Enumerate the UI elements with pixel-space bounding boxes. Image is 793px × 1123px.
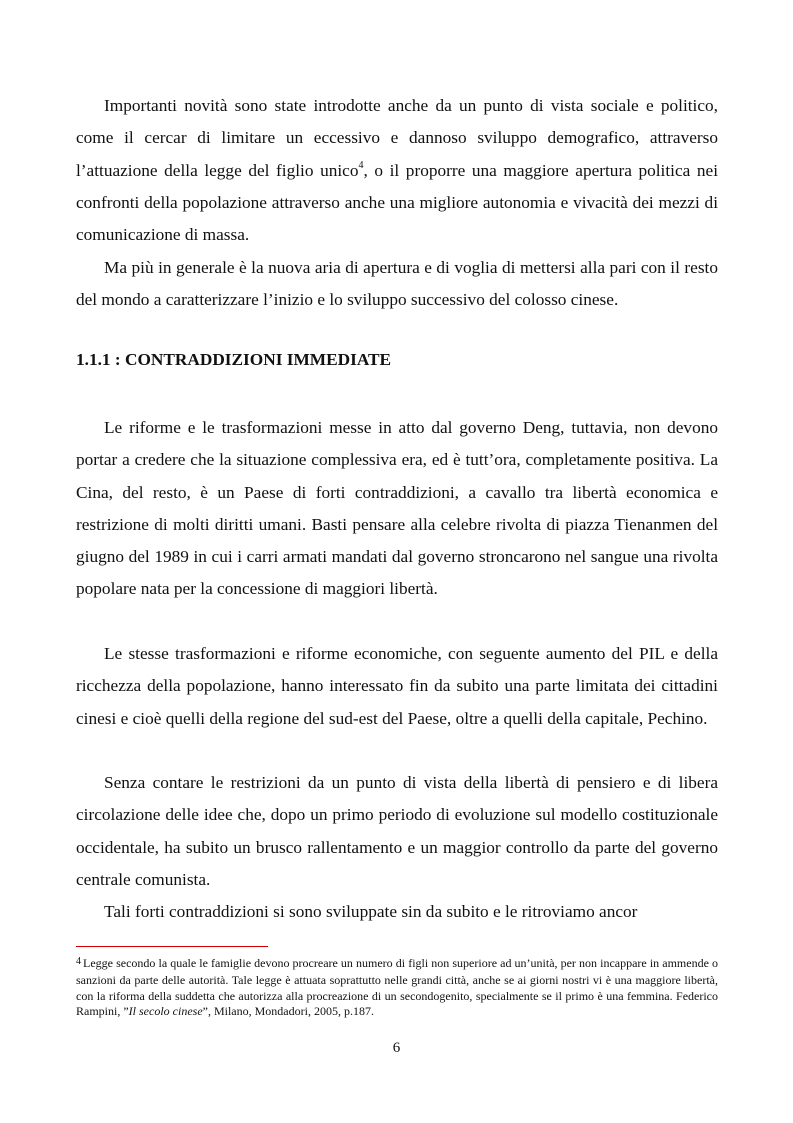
- paragraph-economic-reforms: Le stesse trasformazioni e riforme economiche, con seguente aumento del PIL e della ricchezza della popolazione, hanno interessato fin da subito una parte limitata dei cittadini cinesi e cioè quelli della regione del sud-est del Paese, oltre a quelli della capitale, Pechino.: [76, 644, 718, 728]
- paragraph-text-continued: , o il proporre una maggiore apertura politica nei confronti della popolazione attraverso anche una migliore autonomia e vivacità dei mezzi di comunicazione di massa.: [76, 160, 718, 245]
- section-heading: 1.1.1 : CONTRADDIZIONI IMMEDIATE: [76, 350, 392, 369]
- footnote-citation: ”, Milano, Mondadori, 2005, p.187.: [202, 1004, 374, 1019]
- page-number: 6: [392, 1040, 401, 1056]
- footnote-separator: [76, 946, 268, 947]
- footnote-book-title: Il secolo cinese: [128, 1004, 203, 1019]
- footnote-reference[interactable]: 4: [358, 159, 364, 171]
- paragraph-text: Importanti novità sono state introdotte anche da un punto di vista sociale e politico, come il cercar di limitare un eccessivo e dannoso sviluppo demografico, attraverso l’attuazione della legge del figlio unico: [76, 96, 718, 180]
- paragraph-continuation: Tali forti contraddizioni si sono sviluppate sin da subito e le ritroviamo ancor: [104, 902, 638, 921]
- paragraph-opening: Ma più in generale è la nuova aria di apertura e di voglia di mettersi alla pari con il resto del mondo a caratterizzare l’inizio e lo sviluppo successivo del colosso cinese.: [76, 258, 718, 310]
- paragraph-social-political: [76, 90, 718, 251]
- footnote: [76, 956, 718, 1020]
- paragraph-contradictions: Le riforme e le trasformazioni messe in atto dal governo Deng, tuttavia, non devono portar a credere che la situazione complessiva era, ed è tutt’ora, completamente positiva. La Cina, del resto, è un Paese di forti contraddizioni, a cavallo tra libertà economica e restrizione di molti diritti umani. Basti pensare alla celebre rivolta di piazza Tienanmen del giugno del 1989 in cui i carri armati mandati dal governo stroncarono nel sangue una rivolta popolare nata per la concessione di maggiori libertà.: [76, 418, 718, 599]
- footnote-text: Legge secondo la quale le famiglie devono procreare un numero di figli non superiore ad un’unità, per non incappare in ammende o sanzioni da parte delle autorità. Tale legge è attuata soprattutto nelle grandi città, anche se ai giorni nostri vi è una maggiore libertà, con la riforma della suddetta che autorizza alla procreazione di un secondogenito, specialmente se il primo è una femmina. Federico Rampini, ”: [76, 956, 718, 1019]
- footnote-mark: 4: [76, 956, 81, 967]
- paragraph-restrictions: Senza contare le restrizioni da un punto di vista della libertà di pensiero e di libera circolazione delle idee che, dopo un primo periodo di evoluzione sul modello costituzionale occidentale, ha subito un brusco rallentamento e un maggior controllo da parte del governo centrale comunista.: [76, 773, 718, 889]
